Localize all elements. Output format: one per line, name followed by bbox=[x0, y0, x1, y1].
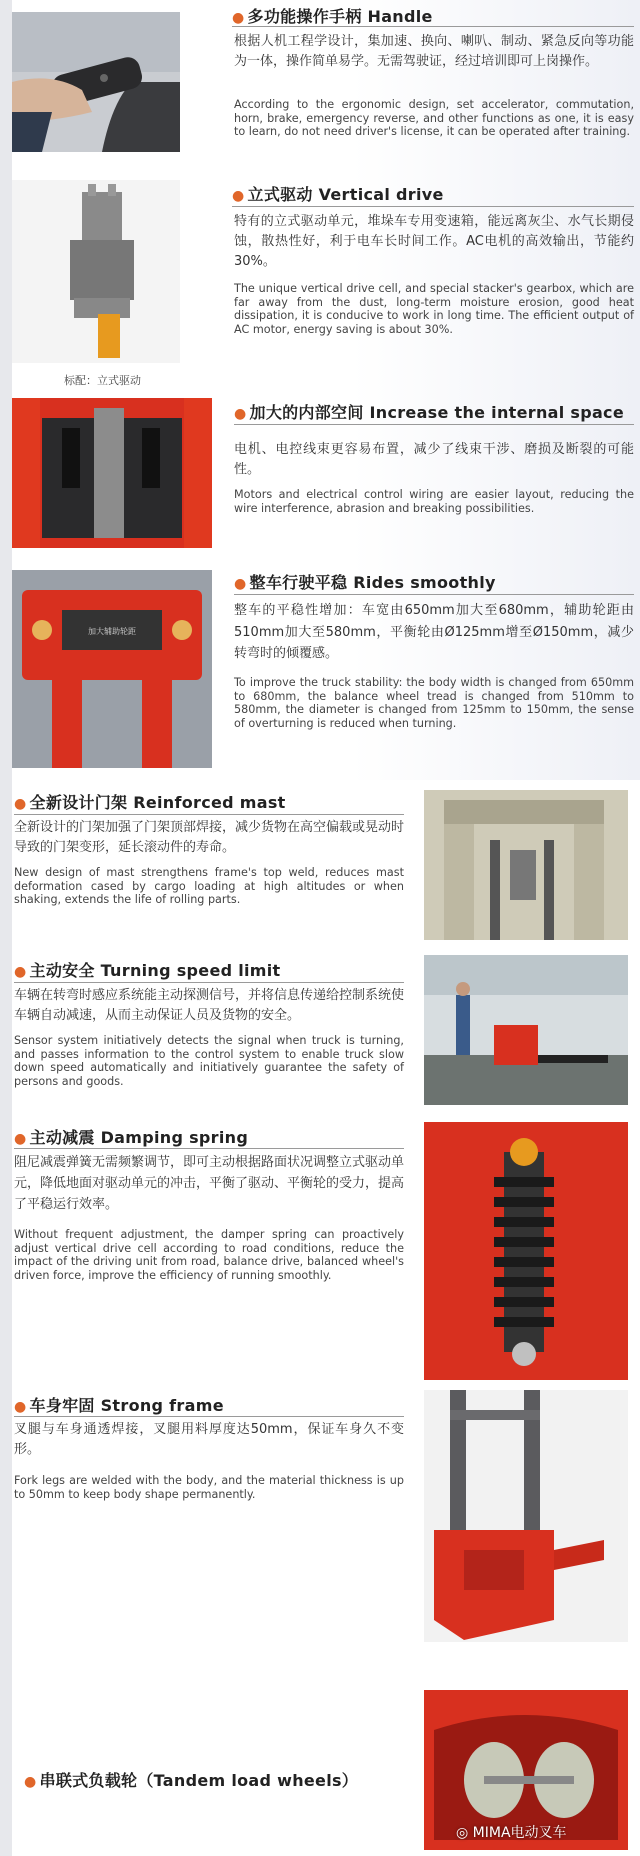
section-title-tandem-load-wheels bbox=[24, 1768, 358, 1791]
section-text-en: New design of mast strengthens frame's top weld, reduces mast deformation cased by cargo loading at high altitudes or when shaking, extends the life of rolling parts. bbox=[14, 866, 404, 907]
section-title-damping-spring bbox=[14, 1125, 248, 1148]
section-text-en: According to the ergonomic design, set accelerator, commutation, horn, brake, emergency reverse, and other functions as one, it is easy to learn, do not need driver's license, it can be operated after training. bbox=[234, 98, 634, 139]
section-title-text: 主动减震 Damping spring bbox=[29, 1128, 249, 1147]
section-text-en: To improve the truck stability: the body width is changed from 650mm to 680mm, the balance wheel tread is changed from 510mm to 580mm, the diameter is changed from 125mm to 150mm, the sense of overturning is reduced when turning. bbox=[234, 676, 634, 730]
section-rule bbox=[14, 1416, 404, 1417]
section-text-zh: 叉腿与车身通透焊接，叉腿用料厚度达50mm，保证车身久不变形。 bbox=[14, 1422, 404, 1457]
section-text-zh: 阻尼减震弹簧无需频繁调节，即可主动根据路面状况调整立式驱动单元，降低地面对驱动单元的冲击，平衡了驱动、平衡轮的受力，提高了平稳运行效率。 bbox=[14, 1155, 405, 1212]
section-rule bbox=[232, 206, 634, 207]
section-title-text: 主动安全 Turning speed limit bbox=[29, 961, 281, 980]
section-text-zh: 根据人机工程学设计，集加速、换向、喇叭、制动、紧急反向等功能为一体，操作简单易学。无需驾驶证，经过培训即可上岗操作。 bbox=[234, 34, 634, 69]
section-text-zh: 车辆在转弯时感应系统能主动探测信号，并将信息传递给控制系统使车辆自动减速，从而主动保证人员及货物的安全。 bbox=[14, 988, 405, 1023]
section-text-zh: 全新设计的门架加强了门架顶部焊接，减少货物在高空偏载或晃动时导致的门架变形，延长滚动件的寿命。 bbox=[14, 820, 405, 855]
bullet-dot-icon: ● bbox=[14, 1399, 27, 1415]
bullet-dot-icon: ● bbox=[232, 10, 245, 26]
bullet-dot-icon: ● bbox=[14, 964, 27, 980]
section-text-en: The unique vertical drive cell, and special stacker's gearbox, which are far away from the dust, long-term moisture erosion, good heat dissipation, it is conducive to work in long time. The efficient output of AC motor, energy saving is about 30%. bbox=[234, 282, 634, 336]
section-title-text: 全新设计门架 Reinforced mast bbox=[29, 793, 286, 812]
mast-photo bbox=[424, 790, 628, 940]
bullet-dot-icon: ● bbox=[234, 406, 247, 422]
section-title-rides-smoothly bbox=[234, 570, 496, 593]
section-rule bbox=[14, 982, 404, 983]
wechat-icon: ◎ bbox=[456, 1825, 469, 1841]
section-rule bbox=[234, 424, 634, 425]
bullet-dot-icon: ● bbox=[232, 188, 245, 204]
left-margin-strip bbox=[0, 0, 12, 1856]
section-title-text: 多功能操作手柄 Handle bbox=[247, 7, 433, 26]
turning-speed-photo bbox=[424, 955, 628, 1105]
section-text-en: Fork legs are welded with the body, and the material thickness is up to 50mm to keep body shape permanently. bbox=[14, 1474, 404, 1501]
bullet-dot-icon: ● bbox=[234, 576, 247, 592]
damping-spring-photo bbox=[424, 1122, 628, 1380]
bullet-dot-icon: ● bbox=[14, 1131, 27, 1147]
section-text-zh: 电机、电控线束更容易布置，减少了线束干涉、磨损及断裂的可能性。 bbox=[234, 442, 634, 477]
section-text-en: Sensor system initiatively detects the signal when truck is turning, and passes information to the control system to enable truck slow down speed automatically and initiatively guarantee the safety of persons and goods. bbox=[14, 1034, 404, 1088]
vertical-drive-photo bbox=[12, 180, 180, 363]
section-rule bbox=[232, 26, 634, 27]
section-title-text: 整车行驶平稳 Rides smoothly bbox=[249, 573, 496, 592]
section-text-en: Without frequent adjustment, the damper spring can proactively adjust vertical drive cell according to road conditions, reduce the impact of the driving unit from road, balance drive, balanced wheel's driven force, improve the efficiency of running smoothly. bbox=[14, 1228, 404, 1282]
section-rule bbox=[234, 594, 634, 595]
rides-smoothly-photo bbox=[12, 570, 212, 768]
section-title-internal-space bbox=[234, 400, 624, 423]
section-rule bbox=[14, 814, 404, 815]
section-title-reinforced-mast bbox=[14, 790, 286, 813]
section-title-handle bbox=[232, 4, 433, 27]
section-title-text: 车身牢固 Strong frame bbox=[29, 1396, 224, 1415]
handle-photo bbox=[12, 12, 180, 152]
bullet-dot-icon: ● bbox=[24, 1774, 37, 1790]
watermark-text: MIMA电动叉车 bbox=[472, 1825, 567, 1841]
section-title-strong-frame bbox=[14, 1393, 224, 1416]
section-title-text: 加大的内部空间 Increase the internal space bbox=[249, 403, 624, 422]
section-text-zh: 整车的平稳性增加：车宽由650mm加大至680mm，辅助轮距由510mm加大至580mm，平衡轮由Ø125mm增至Ø150mm，减少转弯时的倾覆感。 bbox=[234, 603, 634, 661]
strong-frame-photo bbox=[424, 1390, 628, 1642]
section-title-text: 立式驱动 Vertical drive bbox=[247, 185, 444, 204]
section-title-vertical-drive bbox=[232, 182, 444, 205]
section-text-zh: 特有的立式驱动单元，堆垛车专用变速箱，能远离灰尘、水气长期侵蚀，散热性好，利于电车长时间工作。AC电机的高效输出，节能约30%。 bbox=[234, 214, 634, 269]
internal-space-photo bbox=[12, 398, 212, 548]
section-title-text: 串联式负载轮（Tandem load wheels） bbox=[39, 1771, 359, 1790]
section-rule bbox=[14, 1148, 404, 1149]
section-title-turning-speed-limit bbox=[14, 958, 281, 981]
watermark-brand bbox=[456, 1822, 567, 1842]
vertical-drive-caption: 标配：立式驱动 bbox=[64, 374, 141, 387]
section-text-en: Motors and electrical control wiring are easier layout, reducing the wire interference, abrasion and breaking possibilities. bbox=[234, 488, 634, 515]
photo-label: 加大辅助轮距 bbox=[88, 627, 136, 636]
bullet-dot-icon: ● bbox=[14, 796, 27, 812]
